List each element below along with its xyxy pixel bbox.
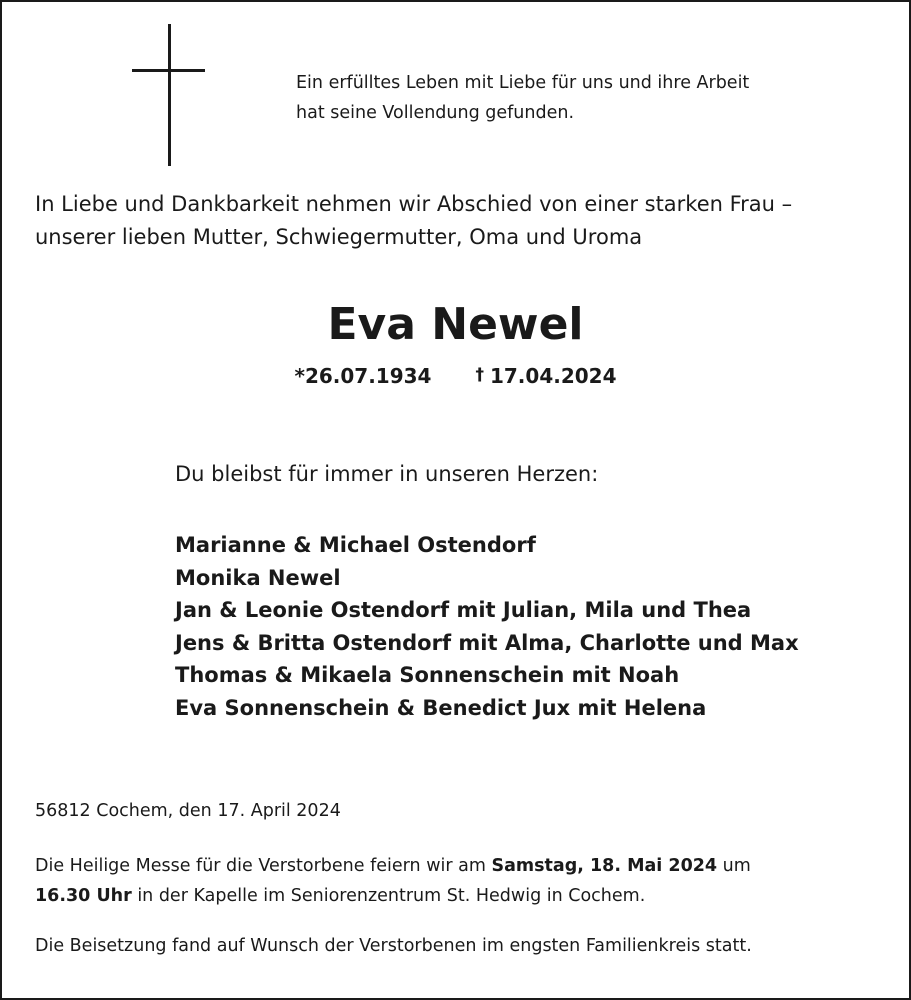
birth-date: *26.07.1934 <box>294 364 432 388</box>
deceased-name: Eva Newel <box>327 299 584 350</box>
mass-text-2: um <box>717 856 751 876</box>
mass-line-2 <box>35 881 751 911</box>
mass-date: Samstag, 18. Mai 2024 <box>491 856 718 876</box>
mourner-entry: Jens & Britta Ostendorf mit Alma, Charlotte und Max <box>175 630 799 655</box>
mass-text-3: in der Kapelle im Seniorenzentrum St. Hedwig in Cochem. <box>131 886 646 906</box>
cross-icon-horizontal <box>132 69 205 72</box>
mourner-entry: Monika Newel <box>175 565 341 590</box>
mourner-entry: Marianne & Michael Ostendorf <box>175 533 536 557</box>
memorial-quote <box>296 68 749 128</box>
quote-line-2: hat seine Vollendung gefunden. <box>296 103 575 123</box>
mourner-entry: Jan & Leonie Ostendorf mit Julian, Mila und Thea <box>175 598 752 623</box>
mourners-heading: Du bleibst für immer in unseren Herzen: <box>175 462 599 486</box>
death-date: 17.04.2024 <box>489 364 617 388</box>
place-and-date: 56812 Cochem, den 17. April 2024 <box>35 801 341 821</box>
mass-line-1 <box>35 851 751 881</box>
mourner-entry: Eva Sonnenschein & Benedict Jux mit Helena <box>175 695 707 720</box>
dagger-icon: † <box>475 365 484 385</box>
burial-note: Die Beisetzung fand auf Wunsch der Verstorbenen im engsten Familienkreis statt. <box>35 936 752 956</box>
mass-text-1: Die Heilige Messe für die Verstorbene feiern wir am <box>35 856 492 876</box>
mourner-entry: Thomas & Mikaela Sonnenschein mit Noah <box>175 663 680 688</box>
intro-line-2: unserer lieben Mutter, Schwiegermutter, Oma und Uroma <box>35 225 643 249</box>
mourners-list <box>175 529 799 725</box>
mass-announcement <box>35 851 751 911</box>
cross-icon-vertical <box>168 24 171 166</box>
intro-line-1: In Liebe und Dankbarkeit nehmen wir Abschied von einer starken Frau – <box>35 192 793 216</box>
quote-line-1: Ein erfülltes Leben mit Liebe für uns und ihre Arbeit <box>296 73 750 93</box>
farewell-intro <box>35 188 792 254</box>
life-dates <box>2 358 909 393</box>
mass-time: 16.30 Uhr <box>35 886 132 906</box>
